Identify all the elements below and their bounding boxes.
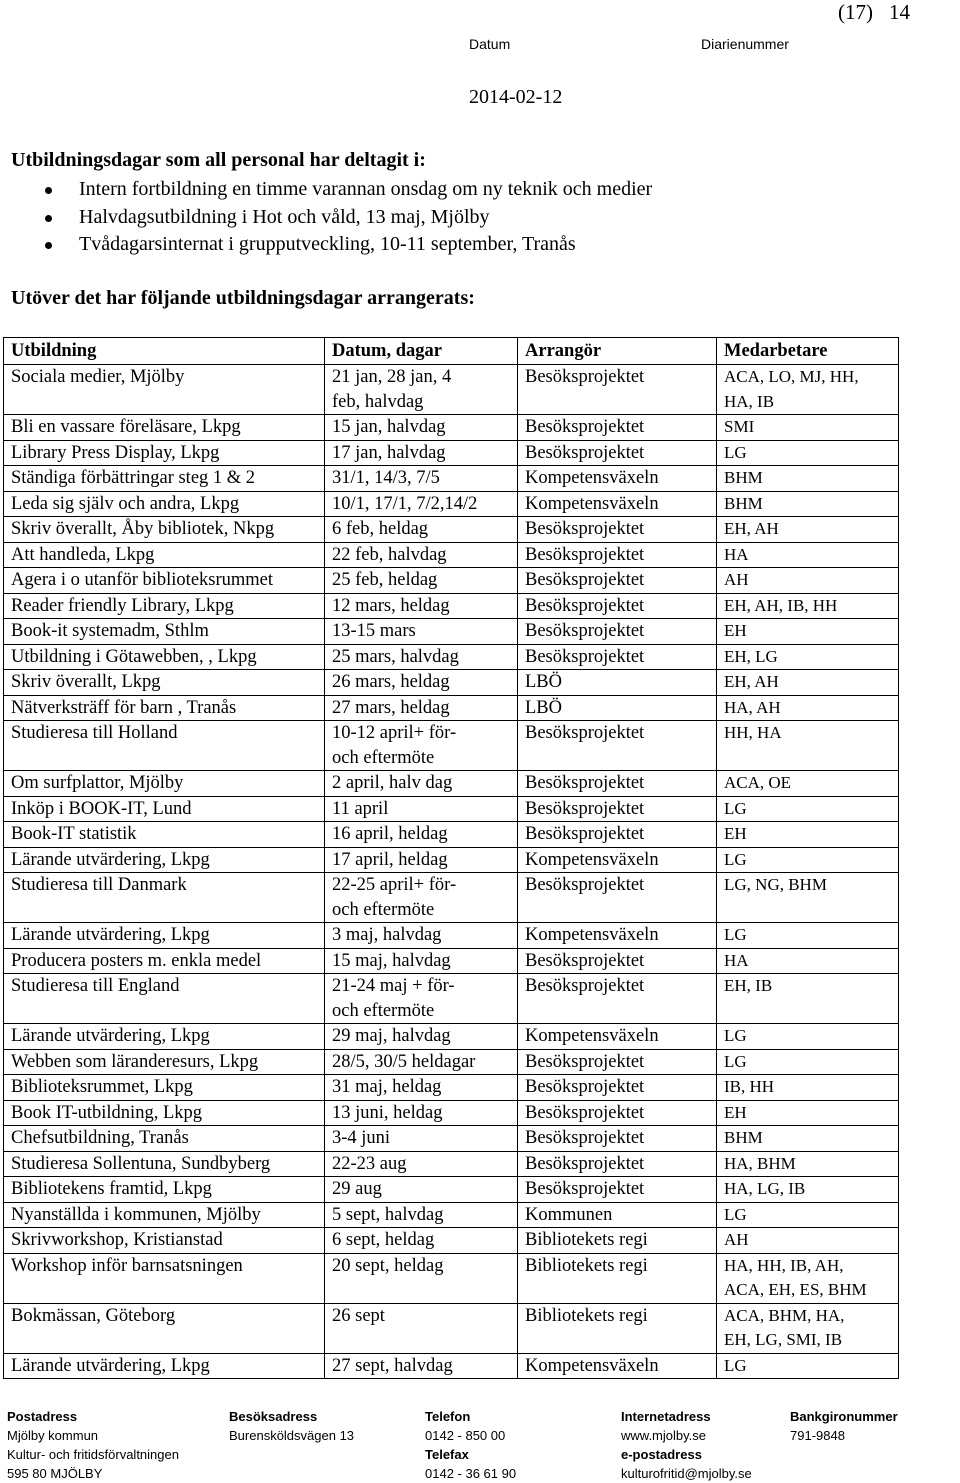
table-cell-medarbetare: LG, NG, BHM: [717, 873, 899, 923]
table-cell-medarbetare: HA, BHM: [717, 1151, 899, 1177]
table-row: [4, 491, 899, 517]
footer-telefon-label: Telefon: [425, 1409, 471, 1424]
table-cell-utbildning: Lärande utvärdering, Lkpg: [4, 847, 325, 873]
bullet-item: [0, 176, 652, 204]
table-cell-datum: 31 maj, heldag: [325, 1075, 518, 1101]
table-cell-medarbetare: EH, IB: [717, 974, 899, 1024]
footer-telefon: 0142 - 850 00: [425, 1428, 506, 1443]
table-cell-datum: 25 mars, halvdag: [325, 644, 518, 670]
table-cell-arrangor: Besöksprojektet: [518, 440, 717, 466]
table-cell-datum: 16 april, heldag: [325, 822, 518, 848]
table-cell-utbildning: Webben som läranderesurs, Lkpg: [4, 1049, 325, 1075]
table-cell-arrangor: Kompetensväxeln: [518, 1024, 717, 1050]
table-cell-datum: 12 mars, heldag: [325, 593, 518, 619]
table-cell-utbildning: Agera i o utanför biblioteksrummet: [4, 568, 325, 594]
bullet-icon: [45, 215, 52, 222]
table-cell-datum: 29 maj, halvdag: [325, 1024, 518, 1050]
table-cell-datum: 22-23 aug: [325, 1151, 518, 1177]
table-cell-medarbetare: EH, AH: [717, 670, 899, 696]
footer-internet-label: Internetadress: [621, 1409, 711, 1424]
table-cell-datum: 25 feb, heldag: [325, 568, 518, 594]
table-cell-medarbetare: EH: [717, 1100, 899, 1126]
table-row: [4, 1253, 899, 1303]
table-cell-utbildning: Lärande utvärdering, Lkpg: [4, 1353, 325, 1379]
table-cell-utbildning: Lärande utvärdering, Lkpg: [4, 923, 325, 949]
table-row: [4, 568, 899, 594]
table-cell-datum: 10-12 april+ för- och eftermöte: [325, 721, 518, 771]
table-cell-arrangor: Besöksprojektet: [518, 948, 717, 974]
table-cell-arrangor: Bibliotekets regi: [518, 1228, 717, 1254]
bullet-icon: [45, 242, 52, 249]
table-cell-arrangor: Besöksprojektet: [518, 974, 717, 1024]
table-cell-utbildning: Nyanställda i kommunen, Mjölby: [4, 1202, 325, 1228]
bullet-list: [0, 176, 652, 259]
table-row: [4, 440, 899, 466]
table-cell-arrangor: Besöksprojektet: [518, 517, 717, 543]
table-cell-datum: 3-4 juni: [325, 1126, 518, 1152]
table-cell-medarbetare: AH: [717, 1228, 899, 1254]
table-cell-arrangor: Besöksprojektet: [518, 771, 717, 797]
table-cell-arrangor: Besöksprojektet: [518, 644, 717, 670]
table-row: [4, 466, 899, 492]
table-cell-datum: 6 sept, heldag: [325, 1228, 518, 1254]
footer-bankgiro: 791-9848: [790, 1428, 845, 1443]
table-cell-medarbetare: BHM: [717, 1126, 899, 1152]
table-row: [4, 796, 899, 822]
table-row: [4, 847, 899, 873]
table-cell-medarbetare: ACA, LO, MJ, HH, HA, IB: [717, 365, 899, 415]
table-cell-medarbetare: HA: [717, 542, 899, 568]
table-cell-arrangor: Besöksprojektet: [518, 593, 717, 619]
section-subtitle: Utöver det har följande utbildningsdagar arrangerats:: [11, 287, 475, 309]
table-cell-utbildning: Skriv överallt, Åby bibliotek, Nkpg: [4, 517, 325, 543]
table-cell-datum: 26 mars, heldag: [325, 670, 518, 696]
table-row: [4, 771, 899, 797]
table-cell-datum: 15 jan, halvdag: [325, 415, 518, 441]
table-cell-medarbetare: LG: [717, 1024, 899, 1050]
table-cell-utbildning: Studieresa till Holland: [4, 721, 325, 771]
table-row: [4, 1100, 899, 1126]
table-cell-medarbetare: LG: [717, 847, 899, 873]
table-row: [4, 517, 899, 543]
bullet-text: Intern fortbildning en timme varannan onsdag om ny teknik och medier: [79, 178, 653, 200]
table-row: [4, 593, 899, 619]
table-cell-medarbetare: EH: [717, 822, 899, 848]
table-cell-arrangor: Besöksprojektet: [518, 542, 717, 568]
table-cell-arrangor: Besöksprojektet: [518, 1100, 717, 1126]
table-cell-datum: 15 maj, halvdag: [325, 948, 518, 974]
bullet-text: Halvdagsutbildning i Hot och våld, 13 maj, Mjölby: [79, 205, 490, 228]
table-cell-medarbetare: AH: [717, 568, 899, 594]
bullet-icon: [45, 187, 52, 194]
table-cell-datum: 5 sept, halvdag: [325, 1202, 518, 1228]
table-cell-datum: 10/1, 17/1, 7/2,14/2: [325, 491, 518, 517]
table-row: [4, 670, 899, 696]
table-cell-arrangor: Besöksprojektet: [518, 796, 717, 822]
footer-telefax: 0142 - 36 61 90: [425, 1466, 517, 1481]
table-row: [4, 1151, 899, 1177]
table-cell-utbildning: Lärande utvärdering, Lkpg: [4, 1024, 325, 1050]
table-cell-arrangor: Besöksprojektet: [518, 721, 717, 771]
table-cell-medarbetare: BHM: [717, 466, 899, 492]
table-body: [4, 365, 899, 1379]
table-cell-utbildning: Book-IT statistik: [4, 822, 325, 848]
table-row: [4, 619, 899, 645]
table-cell-datum: 22-25 april+ för- och eftermöte: [325, 873, 518, 923]
table-cell-arrangor: Besöksprojektet: [518, 873, 717, 923]
table-cell-arrangor: Besöksprojektet: [518, 1049, 717, 1075]
table-cell-utbildning: Studieresa Sollentuna, Sundbyberg: [4, 1151, 325, 1177]
table-cell-utbildning: Book IT-utbildning, Lkpg: [4, 1100, 325, 1126]
table-cell-utbildning: Reader friendly Library, Lkpg: [4, 593, 325, 619]
table-cell-medarbetare: LG: [717, 1202, 899, 1228]
table-cell-medarbetare: EH, LG: [717, 644, 899, 670]
table-cell-medarbetare: EH, AH, IB, HH: [717, 593, 899, 619]
table-row: [4, 644, 899, 670]
column-header-arrangor: Arrangör: [518, 338, 717, 365]
table-cell-medarbetare: EH, AH: [717, 517, 899, 543]
footer-postadress-3: 595 80 MJÖLBY: [7, 1466, 103, 1481]
table-row: [4, 542, 899, 568]
total-pages: (17): [838, 0, 873, 24]
diarienummer-label: Diarienummer: [701, 36, 789, 52]
table-cell-datum: 26 sept: [325, 1303, 518, 1353]
table-cell-utbildning: Studieresa till Danmark: [4, 873, 325, 923]
table-cell-medarbetare: LG: [717, 1049, 899, 1075]
document-date: 2014-02-12: [469, 86, 563, 108]
table-row: [4, 1353, 899, 1379]
table-cell-arrangor: Bibliotekets regi: [518, 1253, 717, 1303]
table-cell-utbildning: Biblioteksrummet, Lkpg: [4, 1075, 325, 1101]
table-cell-datum: 20 sept, heldag: [325, 1253, 518, 1303]
table-cell-datum: 22 feb, halvdag: [325, 542, 518, 568]
table-cell-arrangor: Besöksprojektet: [518, 568, 717, 594]
table-cell-utbildning: Library Press Display, Lkpg: [4, 440, 325, 466]
table-cell-medarbetare: HA, AH: [717, 695, 899, 721]
current-page: 14: [889, 0, 910, 24]
table-cell-medarbetare: LG: [717, 440, 899, 466]
table-cell-datum: 11 april: [325, 796, 518, 822]
table-cell-datum: 17 april, heldag: [325, 847, 518, 873]
table-cell-arrangor: Kompetensväxeln: [518, 466, 717, 492]
table-cell-utbildning: Bokmässan, Göteborg: [4, 1303, 325, 1353]
table-cell-datum: 31/1, 14/3, 7/5: [325, 466, 518, 492]
table-cell-datum: 17 jan, halvdag: [325, 440, 518, 466]
table-cell-medarbetare: EH: [717, 619, 899, 645]
table-row: [4, 948, 899, 974]
table-cell-datum: 28/5, 30/5 heldagar: [325, 1049, 518, 1075]
column-header-medarbetare: Medarbetare: [717, 338, 899, 365]
table-cell-medarbetare: IB, HH: [717, 1075, 899, 1101]
table-cell-utbildning: Skrivworkshop, Kristianstad: [4, 1228, 325, 1254]
footer-epost: kulturofritid@mjolby.se: [621, 1466, 752, 1481]
footer-besoksadress: Burensköldsvägen 13: [229, 1428, 355, 1443]
table-row: [4, 873, 899, 923]
table-cell-arrangor: Besöksprojektet: [518, 1151, 717, 1177]
table-cell-datum: 27 mars, heldag: [325, 695, 518, 721]
table-row: [4, 974, 899, 1024]
table-cell-medarbetare: LG: [717, 1353, 899, 1379]
table-row: [4, 1024, 899, 1050]
date-label: Datum: [469, 36, 511, 52]
footer-postadress-1: Mjölby kommun: [7, 1428, 99, 1443]
table-cell-arrangor: Besöksprojektet: [518, 415, 717, 441]
table-cell-utbildning: Chefsutbildning, Tranås: [4, 1126, 325, 1152]
table-cell-utbildning: Studieresa till England: [4, 974, 325, 1024]
table-cell-utbildning: Utbildning i Götawebben, , Lkpg: [4, 644, 325, 670]
table-cell-arrangor: Kompetensväxeln: [518, 1353, 717, 1379]
table-row: [4, 1228, 899, 1254]
table-row: [4, 695, 899, 721]
section-title: Utbildningsdagar som all personal har deltagit i:: [11, 149, 426, 171]
footer-besoksadress-label: Besöksadress: [229, 1409, 318, 1424]
table-cell-medarbetare: LG: [717, 923, 899, 949]
footer-telefax-label: Telefax: [425, 1447, 469, 1462]
table-cell-medarbetare: SMI: [717, 415, 899, 441]
table-cell-medarbetare: ACA, BHM, HA, EH, LG, SMI, IB: [717, 1303, 899, 1353]
table-cell-datum: 3 maj, halvdag: [325, 923, 518, 949]
page-number: [838, 0, 910, 25]
table-cell-arrangor: Kompetensväxeln: [518, 491, 717, 517]
table-row: [4, 365, 899, 415]
table-cell-datum: 21-24 maj + för- och eftermöte: [325, 974, 518, 1024]
table-cell-utbildning: Ständiga förbättringar steg 1 & 2: [4, 466, 325, 492]
footer-epost-label: e-postadress: [621, 1447, 702, 1462]
table-cell-utbildning: Inköp i BOOK-IT, Lund: [4, 796, 325, 822]
table-cell-utbildning: Producera posters m. enkla medel: [4, 948, 325, 974]
table-cell-utbildning: Workshop inför barnsatsningen: [4, 1253, 325, 1303]
table-cell-datum: 27 sept, halvdag: [325, 1353, 518, 1379]
table-cell-datum: 6 feb, heldag: [325, 517, 518, 543]
bullet-item: [0, 231, 652, 259]
table-cell-arrangor: LBÖ: [518, 670, 717, 696]
table-row: [4, 1049, 899, 1075]
table-cell-datum: 13-15 mars: [325, 619, 518, 645]
table-cell-arrangor: Bibliotekets regi: [518, 1303, 717, 1353]
table-cell-datum: 13 juni, heldag: [325, 1100, 518, 1126]
table-row: [4, 721, 899, 771]
table-cell-utbildning: Nätverksträff för barn , Tranås: [4, 695, 325, 721]
footer-postadress-label: Postadress: [7, 1409, 78, 1424]
table-cell-arrangor: Besöksprojektet: [518, 365, 717, 415]
table-cell-medarbetare: HA: [717, 948, 899, 974]
footer-postadress-2: Kultur- och fritidsförvaltningen: [7, 1447, 179, 1462]
table-cell-utbildning: Bibliotekens framtid, Lkpg: [4, 1177, 325, 1203]
table-cell-arrangor: Besöksprojektet: [518, 1075, 717, 1101]
footer-bankgiro-label: Bankgironummer: [790, 1409, 898, 1424]
table-cell-datum: 29 aug: [325, 1177, 518, 1203]
table-cell-arrangor: Kompetensväxeln: [518, 847, 717, 873]
table-cell-medarbetare: HH, HA: [717, 721, 899, 771]
table-row: [4, 923, 899, 949]
table-cell-medarbetare: HA, LG, IB: [717, 1177, 899, 1203]
table-header-row: [4, 338, 899, 365]
column-header-utbildning: Utbildning: [4, 338, 325, 365]
bullet-item: [0, 204, 652, 232]
table-cell-utbildning: Book-it systemadm, Sthlm: [4, 619, 325, 645]
bullet-text: Tvådagarsinternat i grupputveckling, 10-11 september, Tranås: [79, 233, 576, 255]
table-cell-medarbetare: BHM: [717, 491, 899, 517]
table-cell-arrangor: Besöksprojektet: [518, 619, 717, 645]
table-row: [4, 822, 899, 848]
footer-internet: www.mjolby.se: [621, 1428, 707, 1443]
training-table: [3, 337, 899, 1379]
table-row: [4, 1202, 899, 1228]
table-cell-datum: 21 jan, 28 jan, 4 feb, halvdag: [325, 365, 518, 415]
table-cell-arrangor: Kompetensväxeln: [518, 923, 717, 949]
table-cell-utbildning: Skriv överallt, Lkpg: [4, 670, 325, 696]
table-cell-arrangor: LBÖ: [518, 695, 717, 721]
table-cell-utbildning: Bli en vassare föreläsare, Lkpg: [4, 415, 325, 441]
table-cell-utbildning: Att handleda, Lkpg: [4, 542, 325, 568]
table-cell-datum: 2 april, halv dag: [325, 771, 518, 797]
table-cell-utbildning: Leda sig själv och andra, Lkpg: [4, 491, 325, 517]
column-header-datum: Datum, dagar: [325, 338, 518, 365]
table-row: [4, 1075, 899, 1101]
table-row: [4, 1177, 899, 1203]
table-row: [4, 1303, 899, 1353]
table-row: [4, 415, 899, 441]
table-row: [4, 1126, 899, 1152]
table-cell-utbildning: Om surfplattor, Mjölby: [4, 771, 325, 797]
table-cell-medarbetare: LG: [717, 796, 899, 822]
table-cell-medarbetare: HA, HH, IB, AH, ACA, EH, ES, BHM: [717, 1253, 899, 1303]
table-cell-utbildning: Sociala medier, Mjölby: [4, 365, 325, 415]
table-cell-medarbetare: ACA, OE: [717, 771, 899, 797]
table-cell-arrangor: Besöksprojektet: [518, 1177, 717, 1203]
table-cell-arrangor: Besöksprojektet: [518, 1126, 717, 1152]
table-cell-arrangor: Kommunen: [518, 1202, 717, 1228]
table-cell-arrangor: Besöksprojektet: [518, 822, 717, 848]
